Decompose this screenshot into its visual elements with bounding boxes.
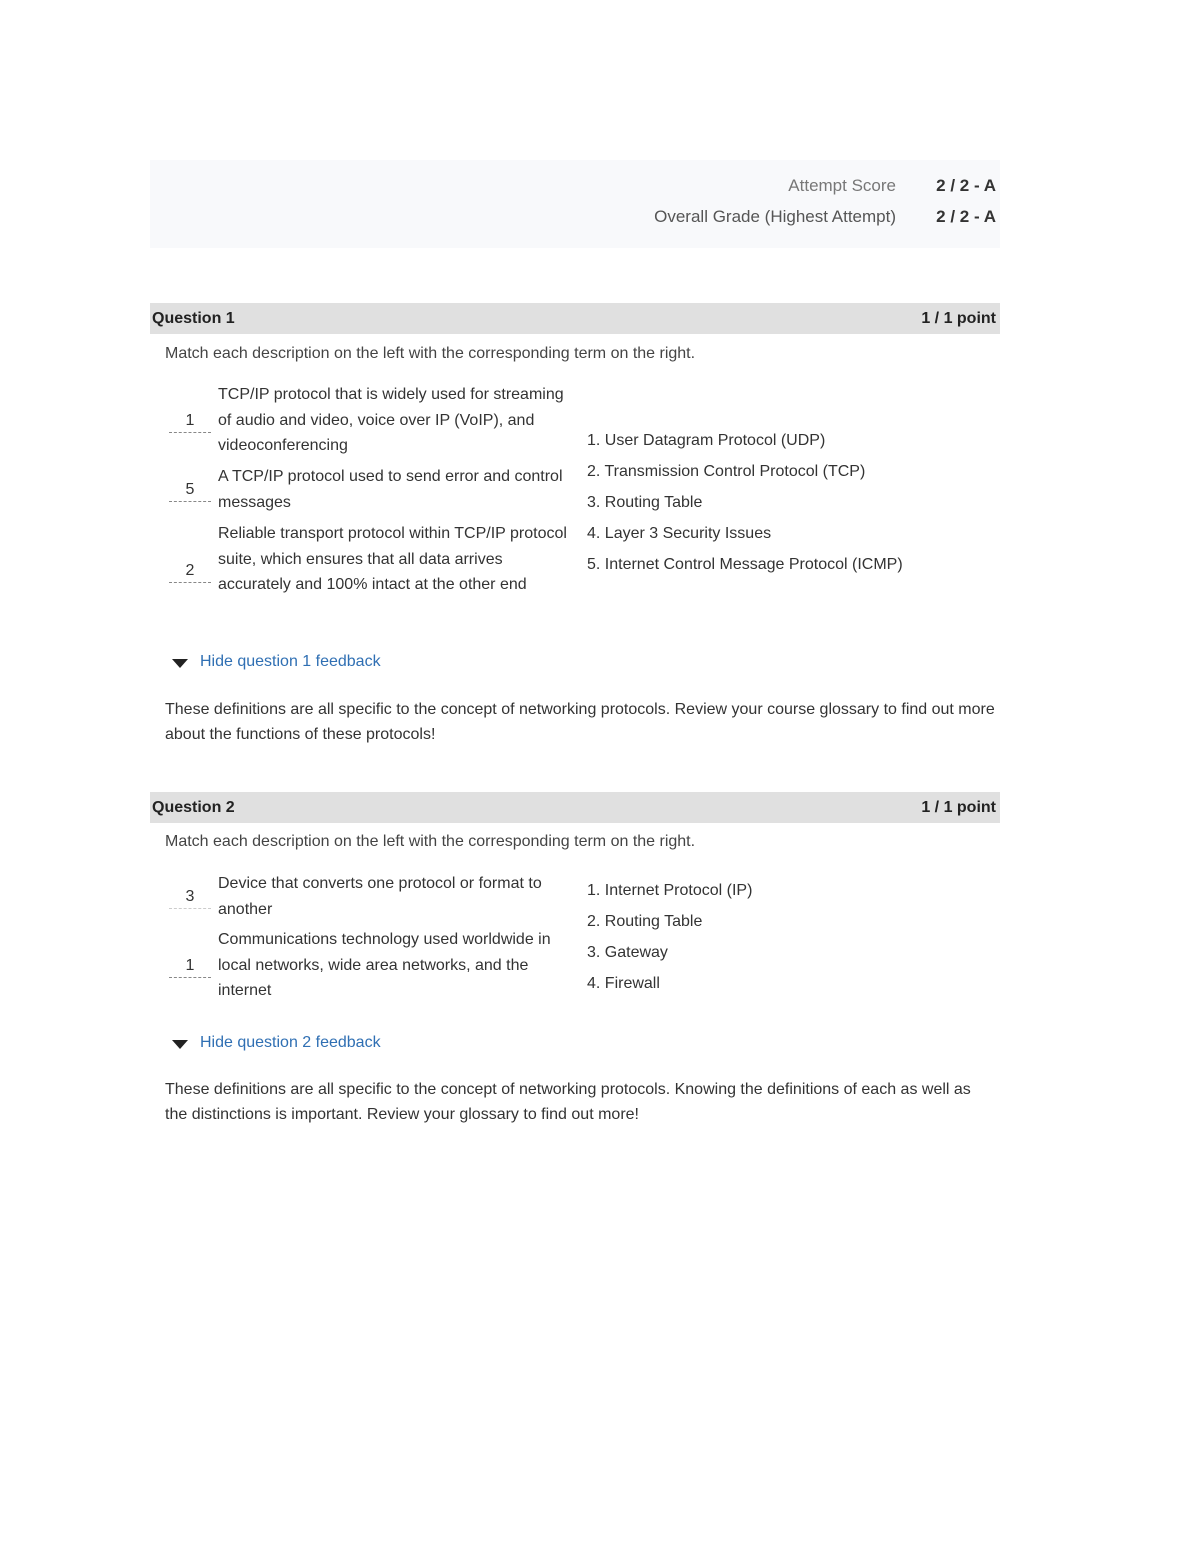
match-description: A TCP/IP protocol used to send error and control messages [218, 468, 563, 511]
question-points: 1 / 1 point [921, 309, 996, 327]
term-item: 2. Transmission Control Protocol (TCP) [587, 463, 866, 480]
term-item: 5. Internet Control Message Protocol (ICMP) [587, 556, 903, 573]
question-prompt: Match each description on the left with the corresponding term on the right. [165, 833, 696, 850]
term-item: 3. Gateway [587, 944, 668, 961]
overall-grade-label: Overall Grade (Highest Attempt) [654, 207, 896, 226]
attempt-score-value: 2 / 2 - A [936, 176, 996, 195]
term-item: 1. Internet Protocol (IP) [587, 882, 753, 899]
term-item: 4. Layer 3 Security Issues [587, 525, 772, 542]
hide-feedback-toggle[interactable] [172, 1034, 381, 1052]
match-description: Reliable transport protocol within TCP/IP protocol suite, which ensures that all data arrives accurately and 100% intact at the other end [218, 525, 567, 593]
feedback-toggle-label[interactable]: Hide question 2 feedback [200, 1034, 381, 1051]
caret-down-icon [172, 659, 188, 668]
question-1-header [150, 303, 1000, 334]
question-points: 1 / 1 point [921, 798, 996, 816]
answer-value: 5 [169, 477, 211, 502]
attempt-score-label: Attempt Score [788, 176, 896, 195]
term-item: 4. Firewall [587, 975, 660, 992]
match-description: TCP/IP protocol that is widely used for streaming of audio and video, voice over IP (VoIP), and videoconferencing [218, 386, 564, 454]
term-item: 2. Routing Table [587, 913, 703, 930]
question-title: Question 2 [152, 798, 235, 816]
question-feedback: These definitions are all specific to the concept of networking protocols. Review your course glossary to find out more about the functions of these protocols! [165, 701, 995, 743]
overall-grade-row [654, 205, 1000, 229]
score-summary [150, 160, 1000, 248]
hide-feedback-toggle[interactable] [172, 653, 381, 671]
question-prompt: Match each description on the left with the corresponding term on the right. [165, 345, 696, 362]
feedback-toggle-label[interactable]: Hide question 1 feedback [200, 653, 381, 670]
term-list [587, 425, 903, 580]
answer-value: 1 [169, 953, 211, 978]
match-row [165, 382, 585, 460]
answer-value: 2 [169, 558, 211, 583]
question-title: Question 1 [152, 309, 235, 327]
answer-value: 1 [169, 408, 211, 433]
term-item: 1. User Datagram Protocol (UDP) [587, 432, 826, 449]
answer-value: 3 [169, 884, 211, 909]
match-row [165, 464, 585, 516]
match-description: Communications technology used worldwide in local networks, wide area networks, and the internet [218, 931, 551, 999]
caret-down-icon [172, 1040, 188, 1049]
match-row [165, 521, 585, 625]
term-list [587, 875, 752, 999]
match-row [165, 927, 585, 1005]
question-2-header [150, 792, 1000, 823]
overall-grade-value: 2 / 2 - A [936, 207, 996, 226]
question-feedback: These definitions are all specific to the concept of networking protocols. Knowing the definitions of each as well as the distinctions is important. Review your glossary to find out more! [165, 1081, 971, 1123]
match-description: Device that converts one protocol or format to another [218, 875, 542, 918]
match-row [165, 871, 585, 923]
attempt-score-row [788, 174, 1000, 198]
term-item: 3. Routing Table [587, 494, 703, 511]
